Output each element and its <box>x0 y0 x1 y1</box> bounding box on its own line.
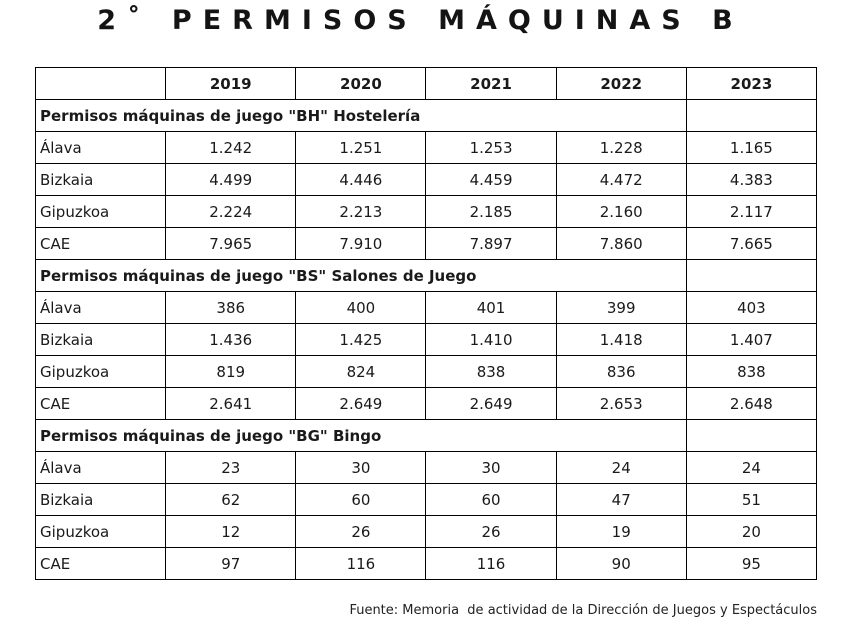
value-cell: 1.425 <box>296 324 426 356</box>
section-spacer-cell <box>686 100 816 132</box>
region-label: Bizkaia <box>36 484 166 516</box>
table-row <box>36 196 817 228</box>
value-cell: 116 <box>426 548 556 580</box>
table-row <box>36 324 817 356</box>
value-cell: 2.648 <box>686 388 816 420</box>
value-cell: 838 <box>426 356 556 388</box>
value-cell: 7.965 <box>166 228 296 260</box>
value-cell: 1.242 <box>166 132 296 164</box>
value-cell: 1.410 <box>426 324 556 356</box>
region-label: Gipuzkoa <box>36 196 166 228</box>
section-spacer-cell <box>556 260 686 292</box>
value-cell: 47 <box>556 484 686 516</box>
value-cell: 2.213 <box>296 196 426 228</box>
section-heading-row <box>36 420 817 452</box>
value-cell: 4.459 <box>426 164 556 196</box>
value-cell: 60 <box>426 484 556 516</box>
value-cell: 20 <box>686 516 816 548</box>
value-cell: 824 <box>296 356 426 388</box>
region-label: Gipuzkoa <box>36 356 166 388</box>
value-cell: 1.251 <box>296 132 426 164</box>
value-cell: 836 <box>556 356 686 388</box>
section-spacer-cell <box>556 420 686 452</box>
value-cell: 4.499 <box>166 164 296 196</box>
year-header: 2019 <box>166 68 296 100</box>
value-cell: 7.897 <box>426 228 556 260</box>
region-label: Gipuzkoa <box>36 516 166 548</box>
value-cell: 62 <box>166 484 296 516</box>
year-header: 2020 <box>296 68 426 100</box>
table-row <box>36 356 817 388</box>
region-label: Álava <box>36 292 166 324</box>
value-cell: 19 <box>556 516 686 548</box>
section-heading: Permisos máquinas de juego "BH" Hostelería <box>36 100 557 132</box>
value-cell: 403 <box>686 292 816 324</box>
value-cell: 1.418 <box>556 324 686 356</box>
permits-table <box>35 67 817 580</box>
table-row <box>36 228 817 260</box>
region-label: CAE <box>36 388 166 420</box>
value-cell: 1.165 <box>686 132 816 164</box>
year-header: 2023 <box>686 68 816 100</box>
value-cell: 400 <box>296 292 426 324</box>
value-cell: 116 <box>296 548 426 580</box>
value-cell: 2.117 <box>686 196 816 228</box>
section-spacer-cell <box>686 420 816 452</box>
page-title: 2˚ PERMISOS MÁQUINAS B <box>97 5 744 36</box>
table-row <box>36 452 817 484</box>
year-header: 2021 <box>426 68 556 100</box>
value-cell: 2.641 <box>166 388 296 420</box>
value-cell: 60 <box>296 484 426 516</box>
value-cell: 30 <box>426 452 556 484</box>
corner-cell <box>36 68 166 100</box>
value-cell: 2.653 <box>556 388 686 420</box>
section-heading: Permisos máquinas de juego "BG" Bingo <box>36 420 557 452</box>
value-cell: 4.446 <box>296 164 426 196</box>
value-cell: 30 <box>296 452 426 484</box>
region-label: CAE <box>36 228 166 260</box>
region-label: CAE <box>36 548 166 580</box>
section-heading-row <box>36 100 817 132</box>
region-label: Álava <box>36 132 166 164</box>
value-cell: 7.910 <box>296 228 426 260</box>
value-cell: 386 <box>166 292 296 324</box>
value-cell: 24 <box>686 452 816 484</box>
table-row <box>36 292 817 324</box>
value-cell: 2.649 <box>426 388 556 420</box>
table-body <box>36 100 817 580</box>
value-cell: 51 <box>686 484 816 516</box>
table-row <box>36 388 817 420</box>
value-cell: 1.407 <box>686 324 816 356</box>
value-cell: 401 <box>426 292 556 324</box>
value-cell: 1.436 <box>166 324 296 356</box>
value-cell: 90 <box>556 548 686 580</box>
value-cell: 2.160 <box>556 196 686 228</box>
value-cell: 95 <box>686 548 816 580</box>
value-cell: 2.185 <box>426 196 556 228</box>
value-cell: 2.649 <box>296 388 426 420</box>
region-label: Bizkaia <box>36 324 166 356</box>
value-cell: 26 <box>426 516 556 548</box>
section-spacer-cell <box>686 260 816 292</box>
value-cell: 1.253 <box>426 132 556 164</box>
value-cell: 4.472 <box>556 164 686 196</box>
table-row <box>36 516 817 548</box>
value-cell: 7.665 <box>686 228 816 260</box>
table-row <box>36 164 817 196</box>
value-cell: 4.383 <box>686 164 816 196</box>
value-cell: 819 <box>166 356 296 388</box>
section-heading-row <box>36 260 817 292</box>
table-row <box>36 484 817 516</box>
value-cell: 838 <box>686 356 816 388</box>
value-cell: 7.860 <box>556 228 686 260</box>
region-label: Álava <box>36 452 166 484</box>
value-cell: 399 <box>556 292 686 324</box>
value-cell: 97 <box>166 548 296 580</box>
table-row <box>36 548 817 580</box>
header-row <box>36 68 817 100</box>
value-cell: 24 <box>556 452 686 484</box>
section-spacer-cell <box>556 100 686 132</box>
value-cell: 26 <box>296 516 426 548</box>
value-cell: 12 <box>166 516 296 548</box>
value-cell: 23 <box>166 452 296 484</box>
table-row <box>36 132 817 164</box>
region-label: Bizkaia <box>36 164 166 196</box>
value-cell: 1.228 <box>556 132 686 164</box>
value-cell: 2.224 <box>166 196 296 228</box>
section-heading: Permisos máquinas de juego "BS" Salones de Juego <box>36 260 557 292</box>
year-header: 2022 <box>556 68 686 100</box>
source-note: Fuente: Memoria de actividad de la Dirección de Juegos y Espectáculos <box>349 603 817 618</box>
